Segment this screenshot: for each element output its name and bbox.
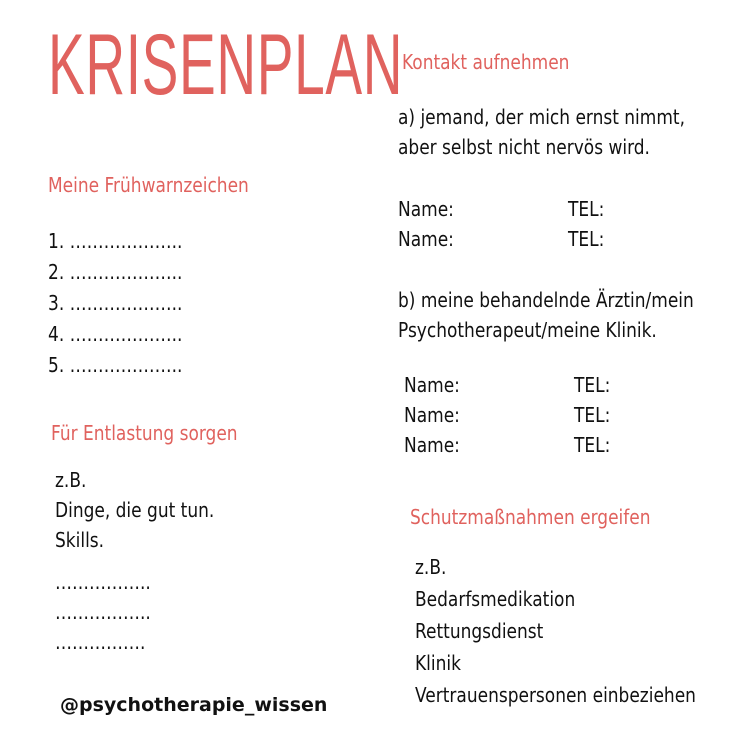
list-item: z.B. (415, 555, 447, 579)
name-label: Name: (404, 373, 460, 397)
name-label: Name: (404, 433, 460, 457)
list-item: Klinik (415, 651, 461, 675)
blank-line: …………….. (55, 570, 151, 594)
list-item: 1. ……………….. (48, 229, 183, 253)
tel-label: TEL: (574, 433, 611, 457)
paragraph-line: Psychotherapeut/meine Klinik. (398, 318, 657, 342)
contact-row (404, 370, 610, 400)
tel-label: TEL: (568, 227, 605, 251)
list-item: Dinge, die gut tun. (55, 498, 215, 522)
relief-blanks (55, 567, 151, 657)
list-item: Skills. (55, 528, 105, 552)
paragraph-line: b) meine behandelnde Ärztin/mein (398, 288, 694, 312)
contact-row (398, 194, 604, 224)
list-item: 4. ……………….. (48, 322, 183, 346)
contact-row (404, 430, 610, 460)
list-item: 5. ……………….. (48, 353, 183, 377)
protection-heading: Schutzmaßnahmen ergeifen (410, 505, 651, 529)
list-item: Vertrauenspersonen einbeziehen (415, 683, 696, 707)
paragraph-line: a) jemand, der mich ernst nimmt, (398, 105, 685, 129)
tel-label: TEL: (568, 197, 605, 221)
contact-row (398, 224, 604, 254)
blank-line: …………….. (55, 600, 151, 624)
list-item: 3. ……………….. (48, 291, 183, 315)
list-item: z.B. (55, 468, 87, 492)
page-title: KRISENPLAN (48, 17, 404, 113)
paragraph-line: aber selbst nicht nervös wird. (398, 135, 650, 159)
tel-label: TEL: (574, 403, 611, 427)
contact-a-rows (398, 194, 604, 254)
contact-a-text (398, 102, 685, 162)
contact-b-text (398, 285, 694, 345)
tel-label: TEL: (574, 373, 611, 397)
social-handle: @psychotherapie_wissen (60, 694, 328, 716)
name-label: Name: (398, 197, 454, 221)
contact-heading: Kontakt aufnehmen (402, 50, 570, 74)
warning-signs-heading: Meine Frühwarnzeichen (48, 173, 249, 197)
name-label: Name: (404, 403, 460, 427)
protection-list (415, 551, 696, 711)
contact-row (404, 400, 610, 430)
list-item: 2. ……………….. (48, 260, 183, 284)
list-item: Bedarfsmedikation (415, 587, 576, 611)
list-item: Rettungsdienst (415, 619, 544, 643)
warning-signs-list (48, 226, 182, 381)
relief-heading: Für Entlastung sorgen (51, 421, 238, 445)
blank-line: ……………. (55, 630, 146, 654)
name-label: Name: (398, 227, 454, 251)
relief-list (55, 465, 214, 555)
contact-b-rows (404, 370, 610, 460)
